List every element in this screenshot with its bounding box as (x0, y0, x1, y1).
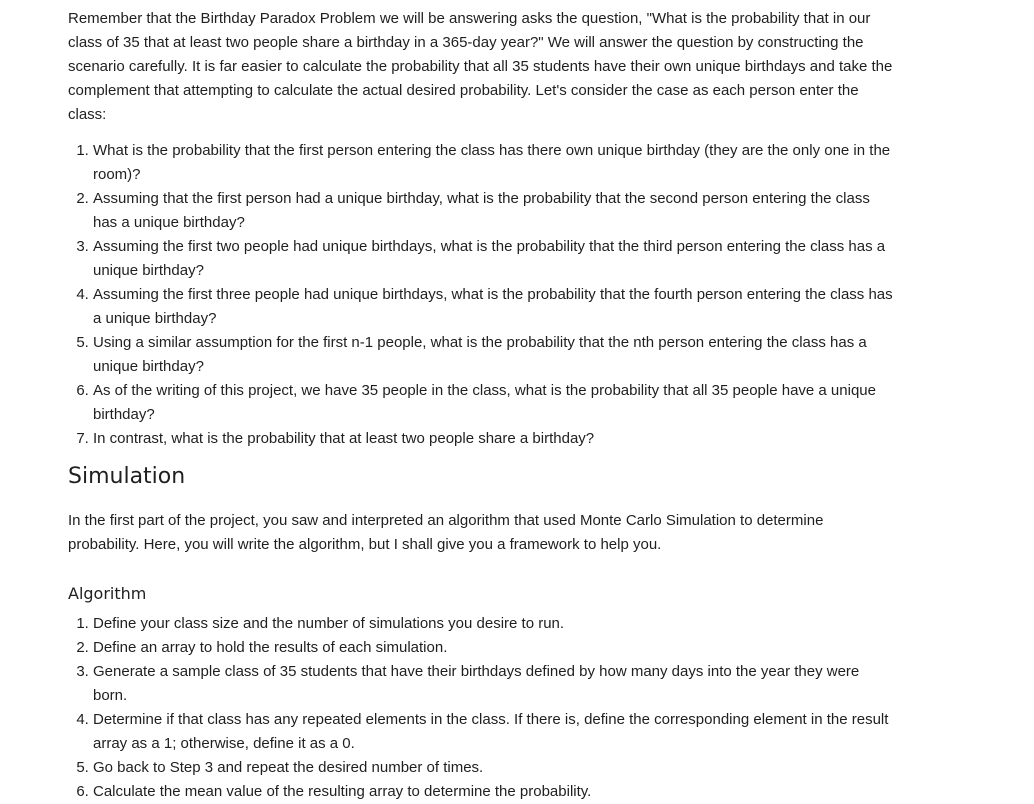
algorithm-step: 4. Determine if that class has any repeated elements in the class. If there is, define the corresponding element in the result array as a 1; otherwise, define it as a 0. (93, 708, 896, 756)
question-item: 4. Assuming the first three people had unique birthdays, what is the probability that the fourth person entering the class has a unique birthday? (93, 283, 896, 331)
question-item: 7. In contrast, what is the probability that at least two people share a birthday? (93, 427, 896, 451)
algorithm-step: 6. Calculate the mean value of the resulting array to determine the probability. (93, 780, 896, 804)
question-item: 3. Assuming the first two people had unique birthdays, what is the probability that the third person entering the class has a unique birthday? (93, 235, 896, 283)
algorithm-step: 5. Go back to Step 3 and repeat the desired number of times. (93, 756, 896, 780)
simulation-paragraph: In the first part of the project, you saw and interpreted an algorithm that used Monte Carlo Simulation to determine probability. Here, you will write the algorithm, but I shall give you a framework to help you. (68, 512, 824, 553)
algorithm-heading: Algorithm (68, 584, 147, 603)
algorithm-step-list (68, 612, 896, 804)
simulation-heading: Simulation (68, 464, 186, 489)
question-item: 6. As of the writing of this project, we have 35 people in the class, what is the probability that all 35 people have a unique birthday? (93, 379, 896, 427)
notebook-content (68, 7, 896, 804)
question-item: 2. Assuming that the first person had a unique birthday, what is the probability that the second person entering the class has a unique birthday? (93, 187, 896, 235)
intro-paragraph: Remember that the Birthday Paradox Problem we will be answering asks the question, "What is the probability that in our class of 35 that at least two people share a birthday in a 365-day year?" We will answer the question by constructing the scenario carefully. It is far easier to calculate the probability that all 35 students have their own unique birthdays and take the complement that attempting to calculate the actual desired probability. Let's consider the case as each person enter the class: (68, 10, 893, 123)
question-list (68, 139, 896, 451)
algorithm-step: 1. Define your class size and the number of simulations you desire to run. (93, 612, 896, 636)
algorithm-step: 2. Define an array to hold the results of each simulation. (93, 636, 896, 660)
question-item: 5. Using a similar assumption for the first n-1 people, what is the probability that the nth person entering the class has a unique birthday? (93, 331, 896, 379)
question-item: 1. What is the probability that the first person entering the class has there own unique birthday (they are the only one in the room)? (93, 139, 896, 187)
algorithm-step: 3. Generate a sample class of 35 students that have their birthdays defined by how many days into the year they were born. (93, 660, 896, 708)
